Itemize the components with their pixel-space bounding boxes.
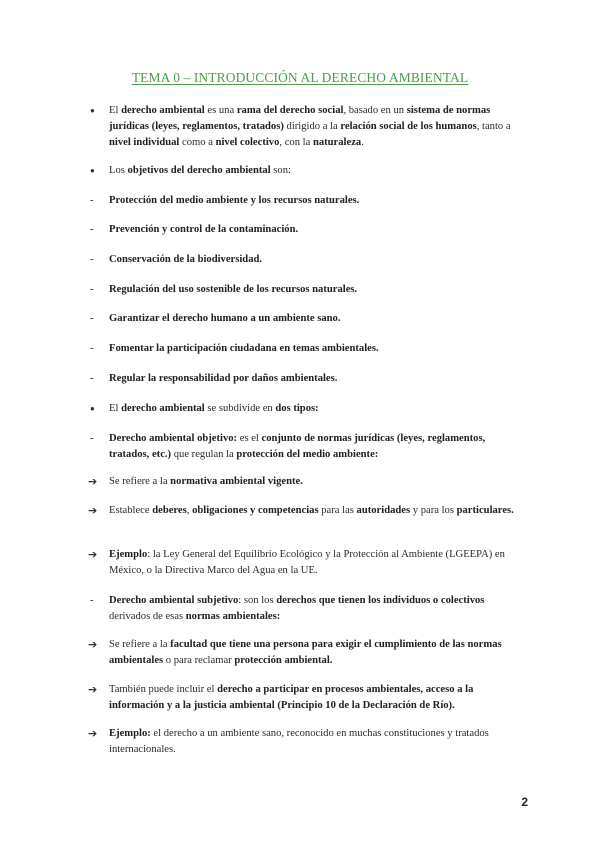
detail-item (88, 637, 518, 669)
text-run: Se refiere a la (109, 639, 171, 650)
arrow-icon: ➔ (88, 727, 98, 740)
bold-text-run: Derecho ambiental subjetivo (109, 595, 239, 606)
bold-text-run: protección ambiental. (234, 655, 333, 666)
bold-text-run: conjunto de normas jurídicas (leyes, reglamentos, tratados, etc.) (109, 433, 486, 460)
text-run: : la Ley General del Equilibrio Ecológico y la Protección al Ambiente (LGEEPA) en México, o la Directiva Marco del Agua en la UE. (109, 549, 505, 576)
bold-text-run: Protección del medio ambiente y los recursos naturales. (109, 195, 360, 206)
text-run: : son los (238, 595, 277, 606)
objective-item (88, 193, 518, 209)
type-item-subjective (88, 593, 518, 625)
item-text (109, 474, 518, 490)
text-run: como a (179, 137, 216, 148)
list-item-types (88, 401, 518, 417)
bold-text-run: derechos que tienen los individuos o colectivos (276, 595, 485, 606)
bullet-icon: ● (90, 404, 95, 413)
item-text (109, 503, 518, 519)
list-item-definition (88, 103, 518, 151)
bold-text-run: facultad que tiene una persona para exigir el cumplimiento de las normas ambientales (109, 639, 502, 666)
item-text (109, 431, 518, 463)
text-run: es el (237, 433, 262, 444)
objective-item (88, 371, 518, 387)
bold-text-run: Fomentar la participación ciudadana en temas ambientales. (109, 343, 379, 354)
text-run: Establece (109, 505, 153, 516)
detail-item (88, 682, 518, 714)
page-title: TEMA 0 – INTRODUCCIÓN AL DERECHO AMBIENTAL (131, 70, 469, 85)
item-text (109, 163, 518, 179)
bold-text-run: dos tipos: (275, 403, 319, 414)
item-text (109, 682, 518, 714)
bold-text-run: objetivos del derecho ambiental (127, 165, 271, 176)
arrow-icon: ➔ (88, 504, 98, 517)
arrow-icon: ➔ (88, 475, 98, 488)
text-run: se subdivide en (204, 403, 276, 414)
detail-item (88, 503, 518, 519)
bold-text-run: Derecho ambiental objetivo: (109, 433, 238, 444)
bold-text-run: Regular la responsabilidad por daños ambientales. (109, 373, 338, 384)
text-run: , (186, 505, 193, 516)
text-run: o para reclamar (163, 655, 235, 666)
bullet-icon: ● (90, 106, 95, 115)
text-run: el derecho a un ambiente sano, reconocido en muchas constituciones y tratados internacionales. (109, 728, 489, 755)
dash-icon: - (90, 595, 94, 606)
bold-text-run: Regulación del uso sostenible de los recursos naturales. (109, 284, 358, 295)
text-run: . (361, 137, 364, 148)
dash-icon: - (90, 343, 94, 354)
bullet-icon: ● (90, 166, 95, 175)
detail-item (88, 547, 518, 579)
dash-icon: - (90, 433, 94, 444)
bold-text-run: derecho ambiental (121, 105, 205, 116)
bold-text-run: Ejemplo (109, 549, 148, 560)
bold-text-run: autoridades (356, 505, 411, 516)
text-run: El (109, 105, 122, 116)
dash-icon: - (90, 284, 94, 295)
item-text (109, 401, 518, 417)
arrow-icon: ➔ (88, 638, 98, 651)
text-run: Los (109, 165, 128, 176)
bold-text-run: naturaleza (312, 137, 362, 148)
bold-text-run: protección del medio ambiente: (236, 449, 379, 460)
bold-text-run: derecho a participar en procesos ambientales, acceso a la información y a la justicia ambiental (Principio 10 de la Declaración de Río). (109, 684, 474, 711)
text-run: para las (318, 505, 357, 516)
bold-text-run: nivel colectivo (215, 137, 280, 148)
bold-text-run: Garantizar el derecho humano a un ambiente sano. (109, 313, 341, 324)
text-run: Se refiere a la (109, 476, 171, 487)
bold-text-run: nivel individual (109, 137, 180, 148)
bold-text-run: Conservación de la biodiversidad. (109, 254, 263, 265)
text-run: , con la (279, 137, 313, 148)
bold-text-run: deberes (152, 505, 187, 516)
list-item-objectives (88, 163, 518, 179)
item-text (109, 547, 518, 579)
page-number: 2 (521, 795, 528, 809)
objective-item (88, 252, 518, 268)
item-text (109, 252, 518, 268)
bold-text-run: Ejemplo: (109, 728, 151, 739)
item-text (109, 637, 518, 669)
text-run: , tanto a (476, 121, 511, 132)
bold-text-run: rama del derecho social (236, 105, 344, 116)
dash-icon: - (90, 254, 94, 265)
item-text (109, 282, 518, 298)
text-run: , basado en un (343, 105, 407, 116)
bold-text-run: sistema de normas jurídicas (leyes, reglamentos, tratados) (109, 105, 491, 132)
objective-item (88, 282, 518, 298)
detail-item (88, 726, 518, 758)
dash-icon: - (90, 195, 94, 206)
arrow-icon: ➔ (88, 548, 98, 561)
arrow-icon: ➔ (88, 683, 98, 696)
dash-icon: - (90, 373, 94, 384)
text-run: El (109, 403, 122, 414)
bold-text-run: normativa ambiental vigente. (170, 476, 303, 487)
type-item-objective (88, 431, 518, 463)
item-text (109, 222, 518, 238)
item-text (109, 103, 518, 151)
bold-text-run: particulares. (456, 505, 514, 516)
objective-item (88, 341, 518, 357)
text-run: y para los (410, 505, 457, 516)
bold-text-run: derecho ambiental (121, 403, 205, 414)
text-run: son: (270, 165, 291, 176)
bold-text-run: relación social de los humanos (340, 121, 477, 132)
item-text (109, 371, 518, 387)
item-text (109, 593, 518, 625)
item-text (109, 341, 518, 357)
item-text (109, 311, 518, 327)
bold-text-run: obligaciones y competencias (192, 505, 319, 516)
item-text (109, 193, 518, 209)
dash-icon: - (90, 224, 94, 235)
dash-icon: - (90, 313, 94, 324)
text-run: También puede incluir el (109, 684, 218, 695)
bold-text-run: Prevención y control de la contaminación. (109, 224, 299, 235)
detail-item (88, 474, 518, 490)
item-text (109, 726, 518, 758)
objective-item (88, 311, 518, 327)
text-run: que regulan la (171, 449, 237, 460)
text-run: derivados de esas (109, 611, 186, 622)
text-run: dirigido a la (283, 121, 341, 132)
bold-text-run: normas ambientales: (185, 611, 281, 622)
text-run: es una (204, 105, 237, 116)
objective-item (88, 222, 518, 238)
